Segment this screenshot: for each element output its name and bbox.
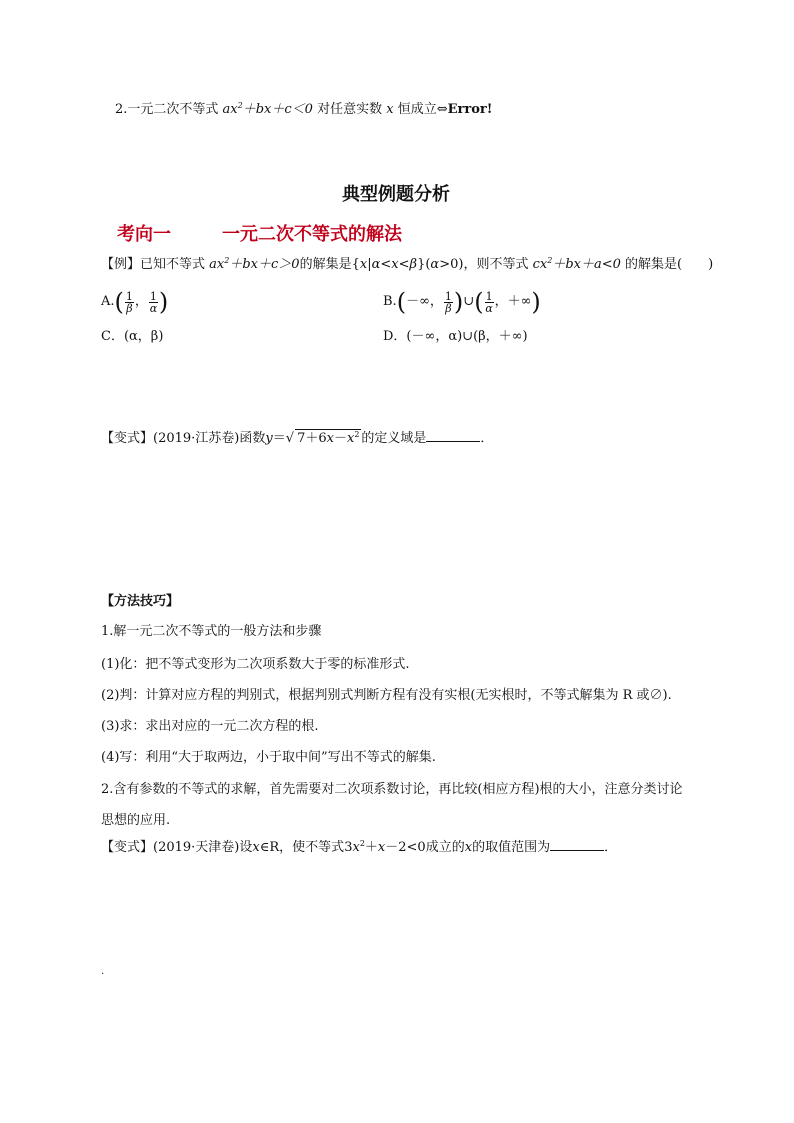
inequality-expr: $ax^2+bx+c<0$ [222, 101, 313, 117]
option-c[interactable]: C．(α，β) [101, 329, 164, 344]
footer-dot: . [101, 966, 105, 977]
variant-2 [101, 838, 617, 857]
sqrt-expression: $7+6x-x^2$ [297, 430, 360, 446]
example-question [101, 256, 713, 274]
section-title: 一元二次不等式的解法 [222, 224, 402, 245]
option-b-label: B. [383, 294, 397, 309]
answer-blank-1[interactable] [426, 429, 480, 442]
method-tag: 【方法技巧】 [101, 594, 180, 609]
variant-1-tag: 【变式】 [101, 431, 154, 446]
page-heading: 典型例题分析 [342, 184, 450, 205]
variant-2-set: x∈R [252, 840, 280, 855]
variant-1-end: 的定义域是 [361, 431, 427, 446]
section-label: 考向一 [117, 224, 171, 245]
answer-blank-2[interactable] [550, 838, 604, 851]
line-condition [115, 101, 492, 119]
example-text-1: 已知不等式 [140, 257, 206, 272]
method-line-6: 2.含有参数的不等式的求解，首先需要对二次项系数讨论，再比较(相应方程)根的大小，注意分类讨论 [101, 782, 683, 797]
variant-1-text: 函数 [239, 431, 266, 446]
example-text-3: ，则不等式 [463, 257, 529, 272]
variant-2-inequality: $3x^2+x-2<0$ [344, 839, 426, 855]
method-line-1: 1.解一元二次不等式的一般方法和步骤 [101, 624, 322, 639]
variant-2-tag: 【变式】 [101, 840, 154, 855]
option-a[interactable]: A. ( $\frac{1}{\beta}$ ， $\frac{1}{\alpha}$ ) [101, 288, 169, 316]
error-text: Error! [447, 102, 493, 117]
variant-2-var: x [464, 840, 473, 855]
example-tag: 【例】 [101, 257, 141, 272]
method-line-3: (2)判：计算对应方程的判别式，根据判别式判断方程有没有实根(无实根时，不等式解集为 R 或∅). [101, 688, 672, 703]
variable-x: x [386, 102, 394, 117]
variant-2-text-1: 设 [239, 840, 253, 855]
variant-2-text-3: 成立的 [425, 840, 465, 855]
example-set: {x|α<x<β}(α>0) [351, 257, 464, 272]
fraction-1-alpha: $\frac{1}{\alpha}$ [149, 289, 158, 315]
variant-1-function: y [265, 431, 273, 446]
variant-1-source: (2019·江苏卷) [153, 431, 240, 446]
method-line-7: 思想的应用. [101, 813, 171, 828]
method-line-2: (1)化：把不等式变形为二次项系数大于零的标准形式. [101, 657, 410, 672]
variant-2-text-4: 的取值范围为 [472, 840, 551, 855]
fraction-1-alpha-b: $\frac{1}{\alpha}$ [485, 289, 493, 315]
method-line-4: (3)求：求出对应的一元二次方程的根. [101, 719, 319, 734]
example-text-4: 的解集是( ) [625, 257, 714, 272]
fraction-1-beta: $\frac{1}{\beta}$ [125, 289, 133, 315]
option-b[interactable]: B. ( －∞， $\frac{1}{\beta}$ ) ∪ ( $\frac{1}{\alpha}$ ，＋∞ ) [383, 288, 541, 316]
option-d[interactable]: D．(－∞，α)∪(β，＋∞) [383, 329, 528, 344]
option-a-label: A. [101, 294, 115, 309]
example-inequality-2: $cx^2+bx+a<0$ [532, 256, 621, 272]
line-suffix: 对任意实数 [317, 102, 383, 117]
line-end: 恒成立⇔ [397, 102, 448, 117]
example-text-2: 的解集是 [299, 257, 352, 272]
variant-1: 【变式】(2019·江苏卷)函数y＝√ $7+6x-x^2$ 的定义域是 ． [101, 430, 494, 446]
method-line-5: (4)写：利用“大于取两边，小于取中间”写出不等式的解集. [101, 750, 436, 765]
fraction-1-beta-b: $\frac{1}{\beta}$ [444, 289, 452, 315]
variant-2-period: ． [604, 840, 618, 855]
variant-2-text-2: ，使不等式 [279, 840, 345, 855]
variant-2-source: (2019·天津卷) [153, 840, 240, 855]
line-prefix: 2.一元二次不等式 [115, 102, 219, 117]
variant-1-period: ． [480, 431, 494, 446]
example-inequality: $ax^2+bx+c>0$ [209, 256, 300, 272]
